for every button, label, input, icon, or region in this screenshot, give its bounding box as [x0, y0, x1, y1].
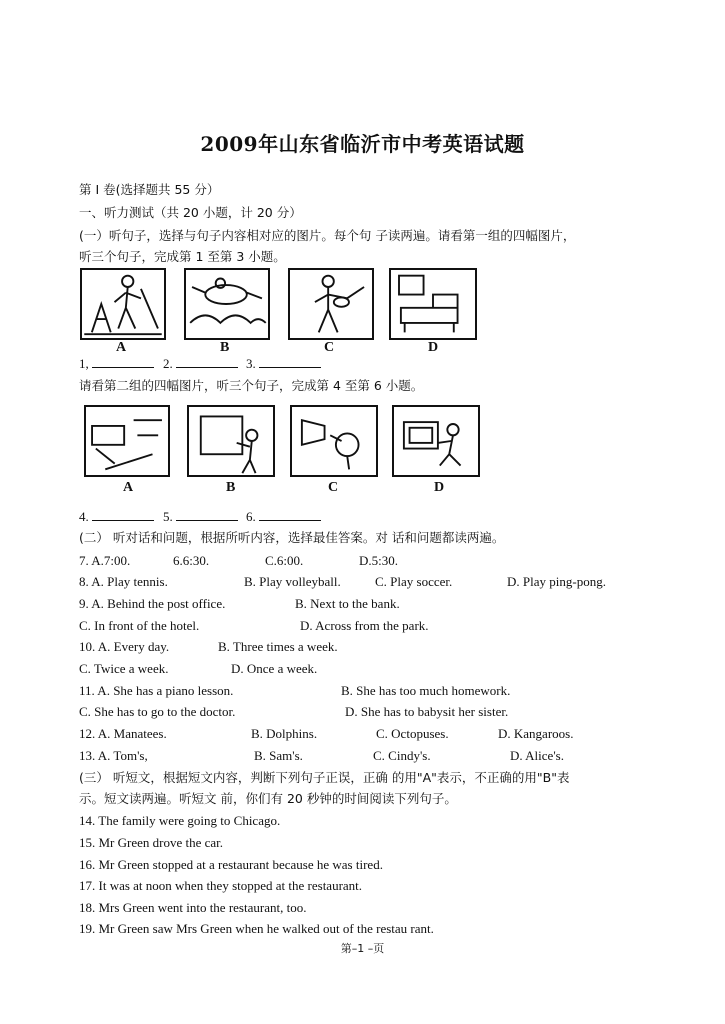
part1-3-instruction-cont: 示。短文读两遍。听短文 前，你们有 20 秒钟的时间阅读下列句子。 [79, 791, 457, 806]
q13-option-b: B. Sam's. [254, 748, 303, 763]
q11-option-a: 11. A. She has a piano lesson. [79, 683, 234, 698]
page-footer: 第–1 –页 [340, 942, 385, 955]
q11-option-c: C. She has to go to the doctor. [79, 704, 236, 719]
q10-option-c: C. Twice a week. [79, 661, 169, 676]
part1-3-instruction: (三） 听短文，根据短文内容，判断下列句子正误，正确 的用"A"表示，不正确的用"B"表 [79, 770, 570, 785]
picture-1b-label: B [220, 340, 230, 355]
q8-option-d: D. Play ping-pong. [507, 574, 606, 589]
statement-16: 16. Mr Green stopped at a restaurant because he was tired. [79, 857, 383, 872]
picture-1a [80, 268, 166, 340]
q11-option-b: B. She has too much homework. [341, 683, 511, 698]
q10-option-b: B. Three times a week. [218, 639, 338, 654]
answer-blank-6[interactable]: 6. [246, 509, 321, 525]
statement-18: 18. Mrs Green went into the restaurant, too. [79, 900, 307, 915]
picture-2b [187, 405, 275, 477]
section-header: 第 I 卷(选择题共 55 分） [79, 182, 220, 197]
answer-blank-3[interactable]: 3. [246, 356, 321, 372]
picture-2a [84, 405, 170, 477]
part1-1-instruction: (一）听句子，选择与句子内容相对应的图片。每个句 子读两遍。请看第一组的四幅图片， [79, 228, 576, 243]
group2-instruction: 请看第二组的四幅图片，听三个句子，完成第 4 至第 6 小题。 [79, 378, 424, 393]
q12-option-c: C. Octopuses. [376, 726, 449, 741]
statement-14: 14. The family were going to Chicago. [79, 813, 281, 828]
q7-option-d: D.5:30. [359, 553, 398, 568]
q9-option-c: C. In front of the hotel. [79, 618, 200, 633]
answer-blank-4[interactable]: 4. [79, 509, 154, 525]
picture-1a-label: A [116, 340, 127, 355]
q12-option-b: B. Dolphins. [251, 726, 318, 741]
statement-15: 15. Mr Green drove the car. [79, 835, 224, 850]
picture-2a-label: A [123, 480, 134, 495]
part1-2-instruction: (二） 听对话和问题，根据所听内容，选择最佳答案。对 话和问题都读两遍。 [79, 530, 505, 545]
q7-option-b: 6.6:30. [173, 553, 210, 568]
picture-2b-label: B [226, 480, 236, 495]
picture-1d-label: D [428, 340, 439, 355]
q9-option-a: 9. A. Behind the post office. [79, 596, 226, 611]
q13-option-a: 13. A. Tom's, [79, 748, 148, 763]
q8-option-c: C. Play soccer. [375, 574, 453, 589]
picture-2d [392, 405, 480, 477]
picture-1d [389, 268, 477, 340]
q13-option-d: D. Alice's. [510, 748, 564, 763]
picture-1c-label: C [324, 340, 335, 355]
q8-option-a: 8. A. Play tennis. [79, 574, 168, 589]
statement-19: 19. Mr Green saw Mrs Green when he walked out of the restau rant. [79, 921, 434, 936]
q11-option-d: D. She has to babysit her sister. [345, 704, 509, 719]
q9-option-d: D. Across from the park. [300, 618, 429, 633]
q7-option-a: 7. A.7:00. [79, 553, 131, 568]
picture-2c-label: C [328, 480, 339, 495]
q8-option-b: B. Play volleyball. [244, 574, 341, 589]
q7-option-c: C.6:00. [265, 553, 304, 568]
part1-1-instruction-cont: 听三个句子，完成第 1 至第 3 小题。 [79, 249, 286, 264]
statement-17: 17. It was at noon when they stopped at the restaurant. [79, 878, 363, 893]
q10-option-a: 10. A. Every day. [79, 639, 170, 654]
answer-blank-2[interactable]: 2. [163, 356, 238, 372]
q9-option-b: B. Next to the bank. [295, 596, 400, 611]
q13-option-c: C. Cindy's. [373, 748, 431, 763]
picture-2d-label: D [434, 480, 445, 495]
picture-2c [290, 405, 378, 477]
part1-header: 一、听力测试（共 20 小题，计 20 分） [79, 205, 302, 220]
picture-1c [288, 268, 374, 340]
page-title: 2009年山东省临沂市中考英语试题 [200, 132, 525, 156]
q12-option-a: 12. A. Manatees. [79, 726, 167, 741]
answer-blank-5[interactable]: 5. [163, 509, 238, 525]
picture-1b [184, 268, 270, 340]
answer-blank-1[interactable]: 1, [79, 356, 154, 372]
q10-option-d: D. Once a week. [231, 661, 318, 676]
q12-option-d: D. Kangaroos. [498, 726, 574, 741]
